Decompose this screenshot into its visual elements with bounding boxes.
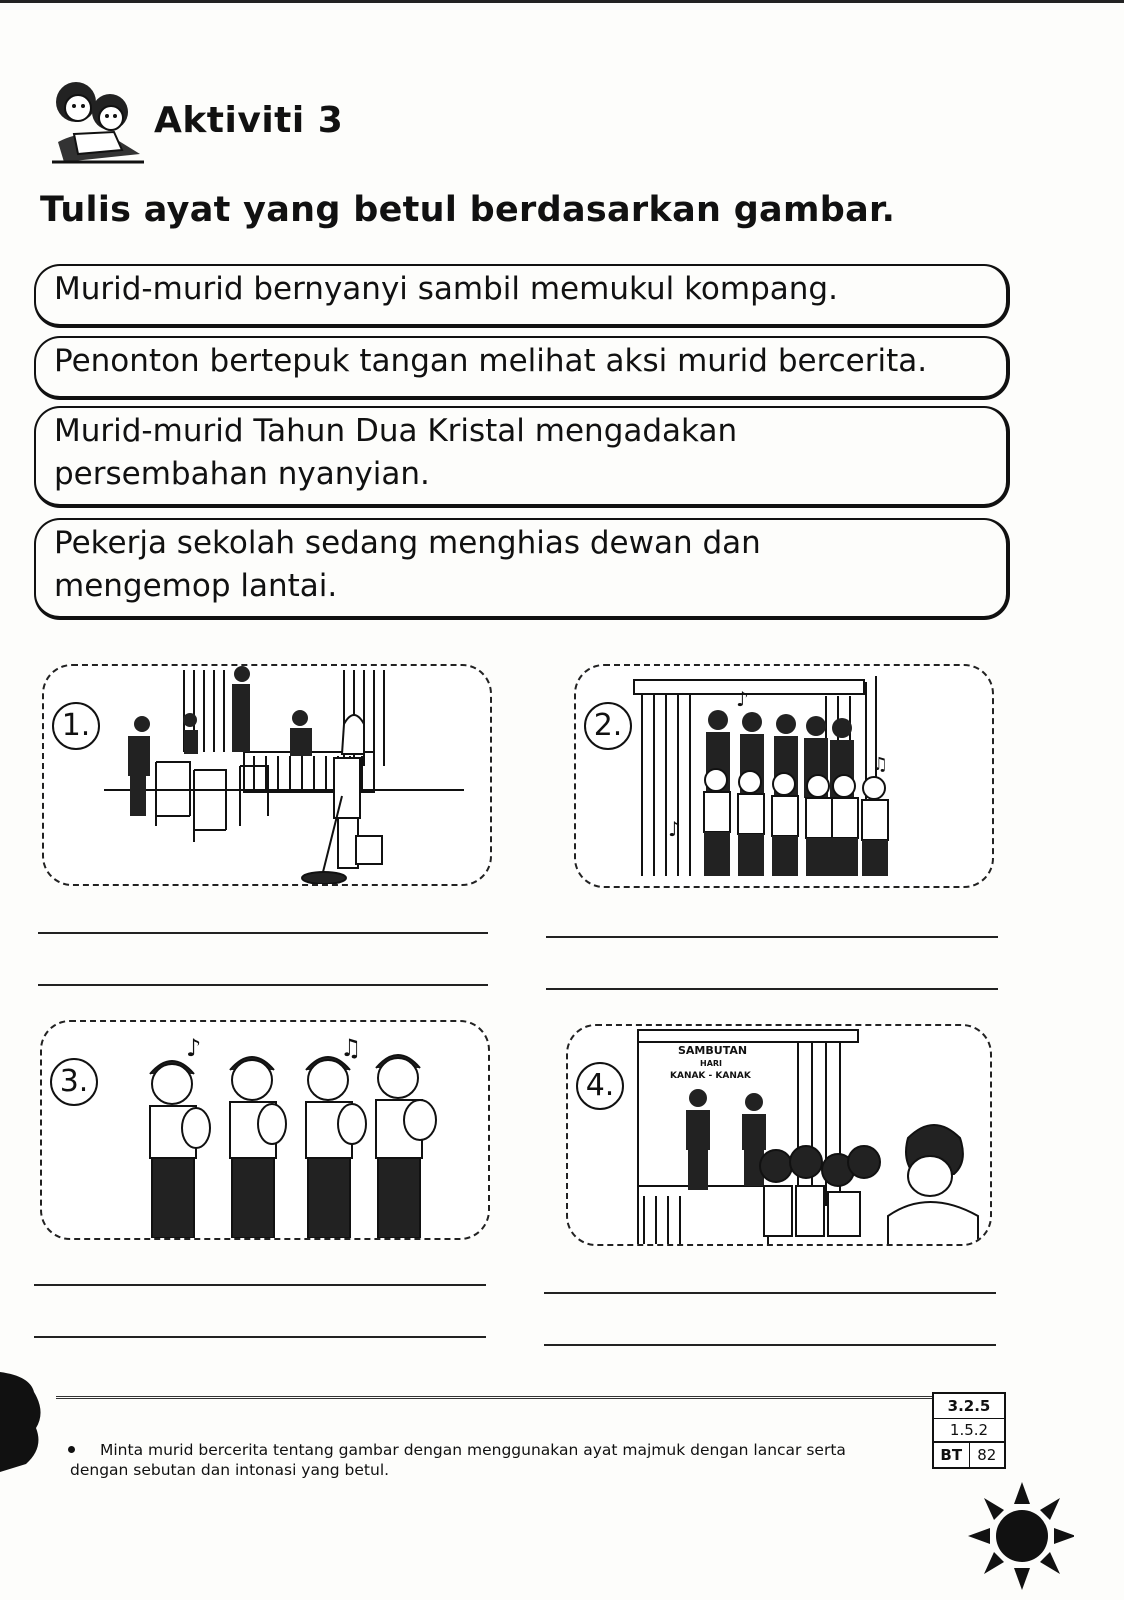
stage-banner-text: KANAK - KANAK [670, 1071, 751, 1081]
stage-banner-text: SAMBUTAN [678, 1044, 748, 1057]
panel-number: 1. [52, 702, 100, 750]
picture-panel-4 [566, 1024, 992, 1246]
book-code: BT [934, 1443, 970, 1467]
stage-audience-illustration [568, 1026, 992, 1246]
svg-text:♪: ♪ [668, 817, 681, 841]
choir-illustration [576, 666, 994, 888]
bullet-icon [68, 1446, 75, 1453]
answer-line[interactable] [544, 1344, 996, 1346]
answer-line[interactable] [546, 988, 998, 990]
panel-number: 2. [584, 702, 632, 750]
sentence-box-4 [34, 518, 1010, 620]
sun-flower-icon [964, 1476, 1074, 1600]
sentence-line: persembahan nyanyian. [54, 456, 430, 492]
standard-code: 3.2.5 [934, 1394, 1004, 1419]
answer-line[interactable] [34, 1284, 486, 1286]
footer-divider [56, 1396, 1001, 1399]
sentence-line: Murid-murid bernyanyi sambil memukul kompang. [54, 271, 838, 307]
page-number: 82 [977, 1446, 997, 1464]
sentence-line: Penonton bertepuk tangan melihat aksi murid bercerita. [54, 343, 928, 379]
svg-text:♫: ♫ [340, 1034, 362, 1062]
ink-blot-mark [0, 1372, 46, 1472]
picture-panel-3 [40, 1020, 490, 1240]
sentence-box-2 [34, 336, 1010, 400]
panel-number: 3. [50, 1058, 98, 1106]
activity-title: Aktiviti 3 [154, 99, 344, 141]
sentence-line: Murid-murid Tahun Dua Kristal mengadakan [54, 413, 738, 449]
activity-header [44, 70, 343, 170]
svg-text:♪: ♪ [186, 1034, 202, 1062]
curriculum-standard-box [932, 1392, 1006, 1469]
sentence-line: Pekerja sekolah sedang menghias dewan dan [54, 525, 761, 561]
teacher-note [70, 1440, 850, 1480]
sentence-box-3 [34, 406, 1010, 508]
teacher-note-line: dengan sebutan dan intonasi yang betul. [70, 1461, 390, 1479]
picture-panel-2 [574, 664, 994, 888]
teacher-note-line: Minta murid bercerita tentang gambar dengan menggunakan ayat majmuk dengan lancar serta [100, 1441, 846, 1459]
top-border [0, 0, 1124, 3]
answer-line[interactable] [38, 984, 488, 986]
svg-text:♫: ♫ [872, 754, 889, 775]
picture-panel-1 [42, 664, 492, 886]
instruction-text: Tulis ayat yang betul berdasarkan gambar. [40, 190, 896, 230]
answer-line[interactable] [544, 1292, 996, 1294]
hall-cleaning-illustration [44, 666, 492, 886]
sentence-box-1 [34, 264, 1010, 328]
answer-line[interactable] [34, 1336, 486, 1338]
standard-code: 1.5.2 [949, 1421, 989, 1439]
svg-text:♪: ♪ [736, 687, 749, 711]
answer-line[interactable] [546, 936, 998, 938]
kompang-illustration [42, 1022, 490, 1240]
sentence-line: mengemop lantai. [54, 568, 338, 604]
panel-number: 4. [576, 1062, 624, 1110]
stage-banner-text: HARI [700, 1059, 723, 1068]
answer-line[interactable] [38, 932, 488, 934]
kids-reading-icon [44, 72, 152, 168]
